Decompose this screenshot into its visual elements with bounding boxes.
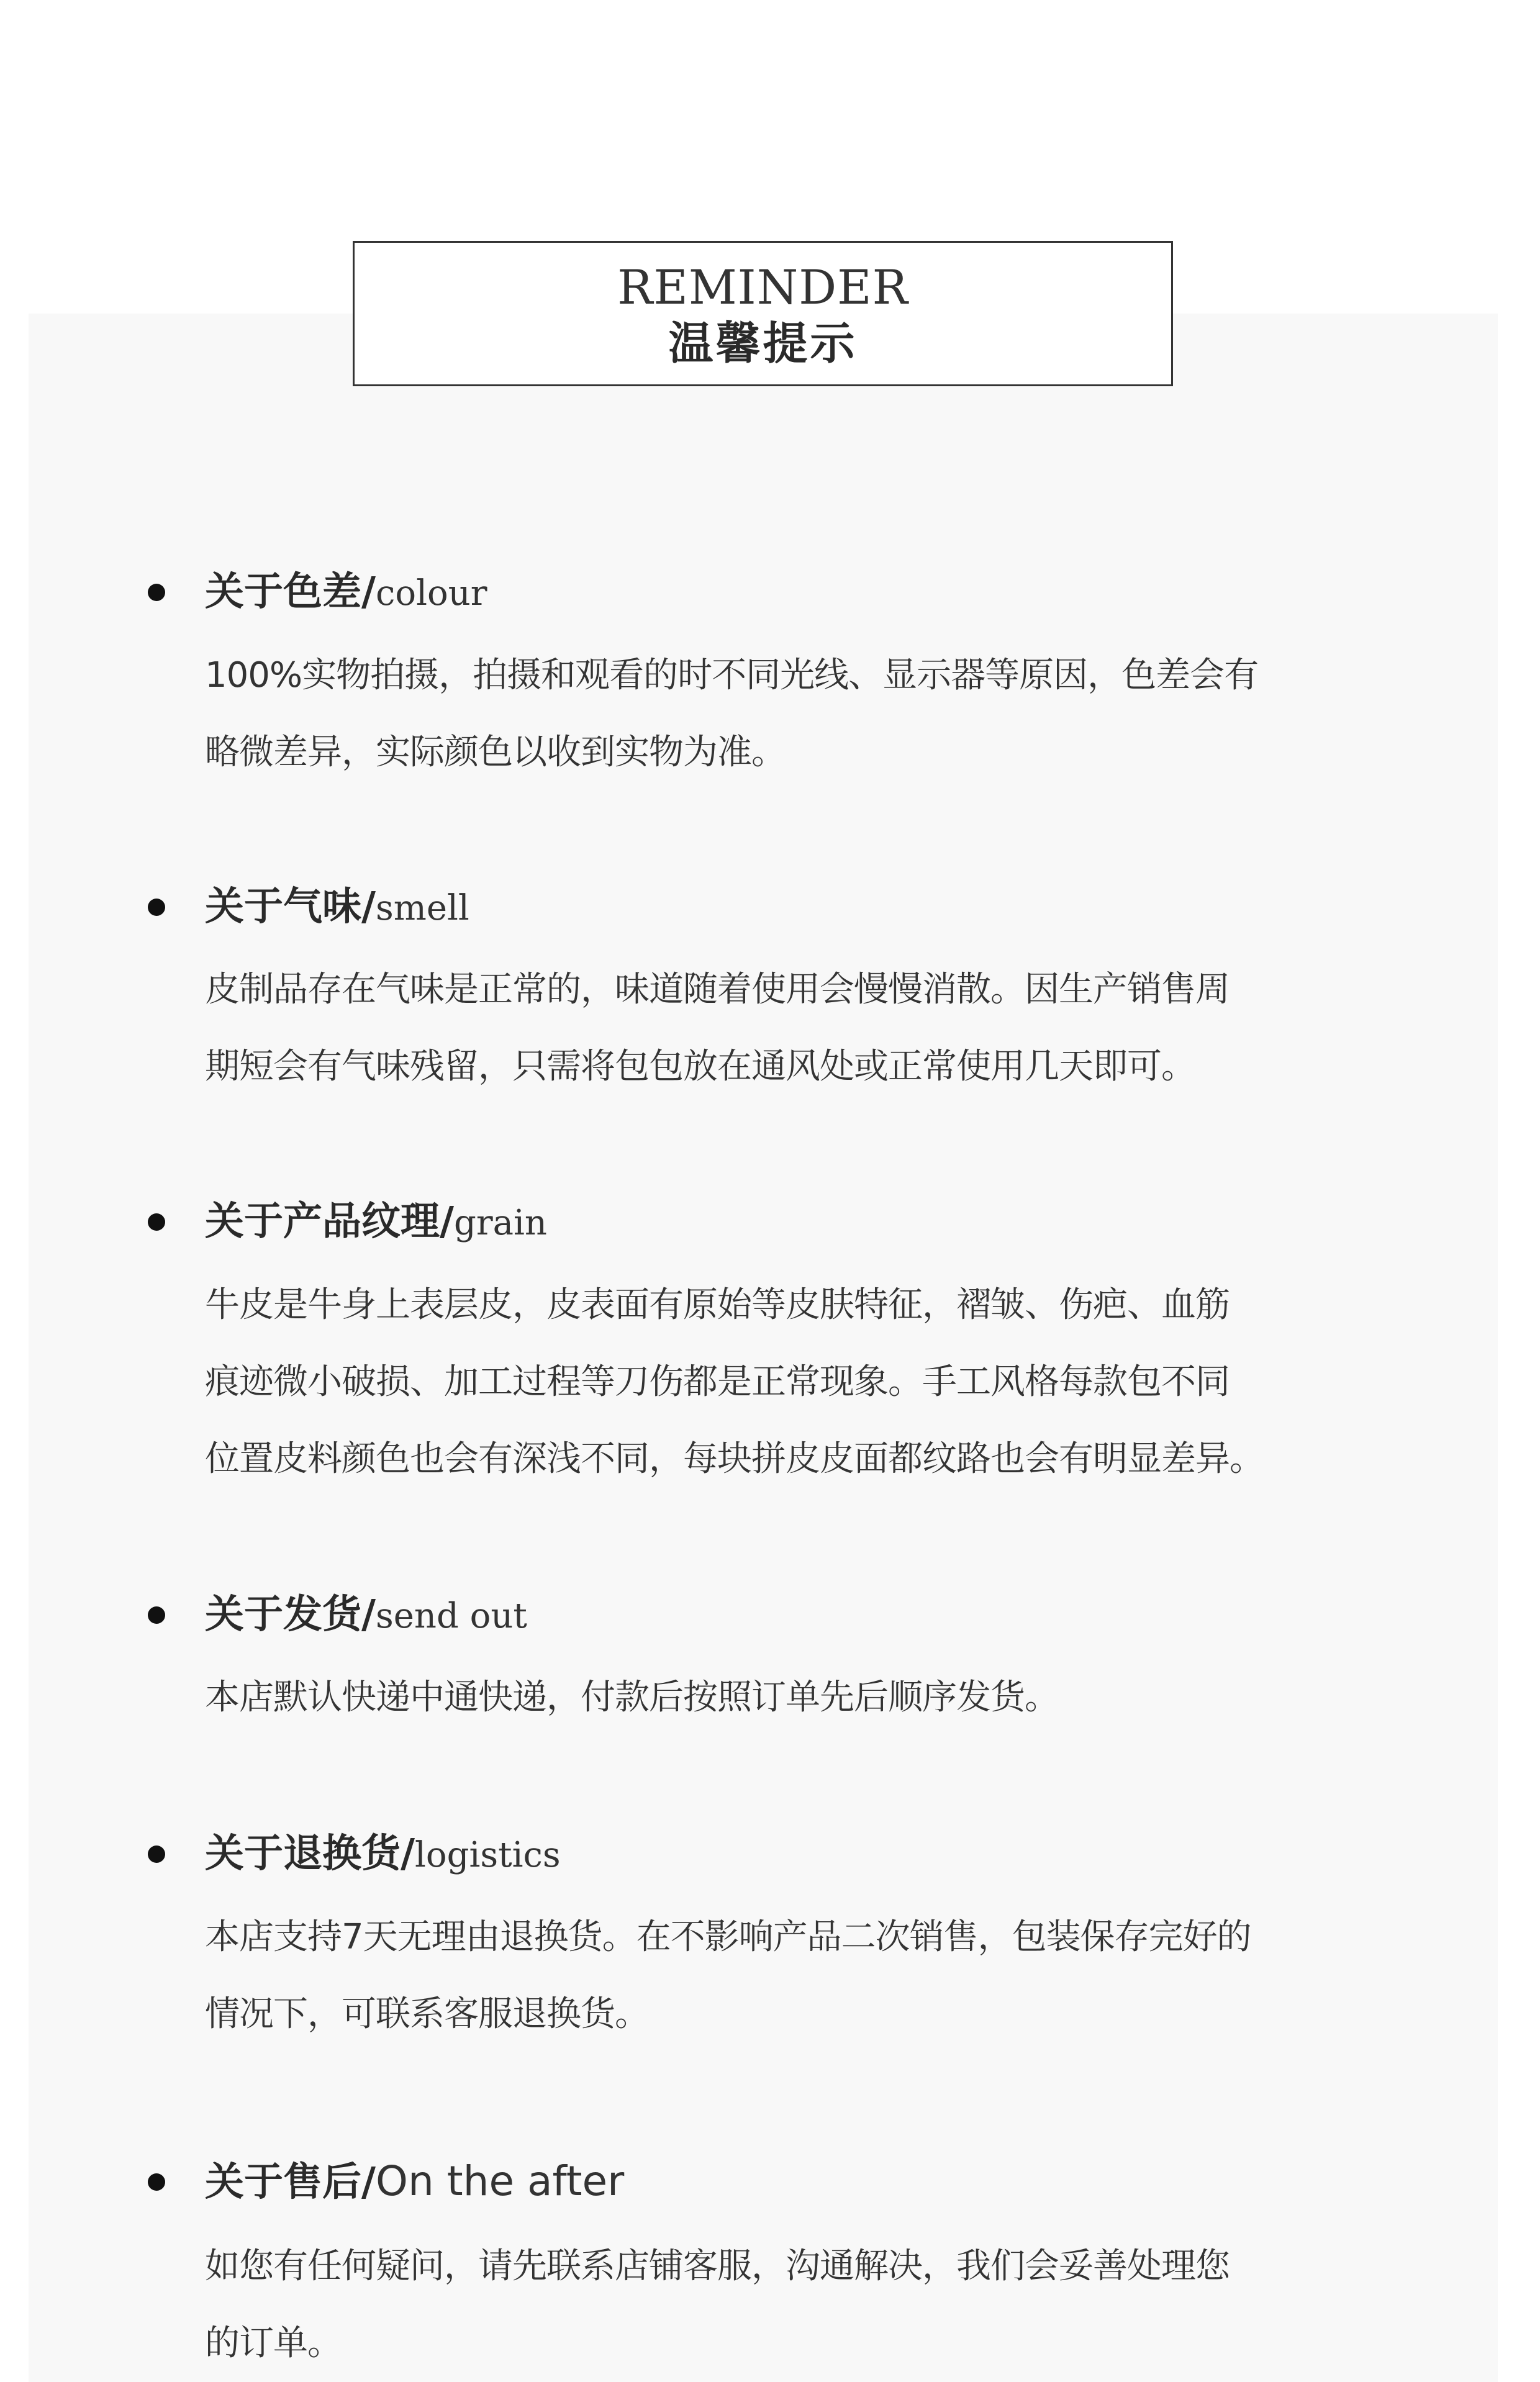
bullet-dot bbox=[148, 584, 165, 601]
bullet-dot bbox=[148, 899, 165, 916]
section-heading bbox=[205, 1197, 547, 1248]
body-line: 牛皮是牛身上表层皮，皮表面有原始等皮肤特征，褶皱、伤疤、血筋 bbox=[205, 1285, 1230, 1325]
body-line: 痕迹微小破损、加工过程等刀伤都是正常现象。手工风格每款包不同 bbox=[205, 1362, 1230, 1402]
heading-english: colour bbox=[376, 573, 487, 614]
body-line: 本店默认快递中通快递，付款后按照订单先后顺序发货。 bbox=[205, 1677, 1059, 1718]
bullet-dot bbox=[148, 1845, 165, 1863]
reminder-title-box bbox=[353, 241, 1173, 386]
body-line: 期短会有气味残留，只需将包包放在通风处或正常使用几天即可。 bbox=[205, 1046, 1195, 1087]
content-panel bbox=[29, 314, 1498, 2382]
heading-chinese: 关于气味/ bbox=[205, 884, 376, 929]
section-heading bbox=[205, 1590, 527, 1641]
heading-english: send out bbox=[376, 1596, 527, 1636]
body-line: 本店支持7天无理由退换货。在不影响产品二次销售，包装保存完好的 bbox=[205, 1917, 1251, 1957]
heading-chinese: 关于色差/ bbox=[205, 569, 376, 614]
body-line: 位置皮料颜色也会有深浅不同，每块拼皮皮面都纹路也会有明显差异。 bbox=[205, 1439, 1264, 1479]
section-heading bbox=[205, 2157, 624, 2207]
title-english: REMINDER bbox=[617, 260, 908, 315]
section-heading bbox=[205, 567, 487, 618]
section-heading bbox=[205, 882, 469, 933]
heading-chinese: 关于发货/ bbox=[205, 1592, 376, 1637]
title-chinese: 温馨提示 bbox=[668, 317, 858, 369]
bullet-dot bbox=[148, 1213, 165, 1231]
heading-chinese: 关于退换货/ bbox=[205, 1831, 415, 1876]
body-line: 100%实物拍摄，拍摄和观看的时不同光线、显示器等原因，色差会有 bbox=[205, 655, 1259, 695]
heading-english: grain bbox=[454, 1203, 547, 1243]
section-heading bbox=[205, 1829, 561, 1880]
heading-english: logistics bbox=[415, 1835, 561, 1875]
body-line: 如您有任何疑问，请先联系店铺客服，沟通解决，我们会妥善处理您 bbox=[205, 2246, 1230, 2286]
heading-english: On the after bbox=[376, 2157, 625, 2205]
bullet-dot bbox=[148, 1606, 165, 1624]
body-line: 的订单。 bbox=[205, 2323, 342, 2363]
bullet-dot bbox=[148, 2173, 165, 2191]
heading-chinese: 关于产品纹理/ bbox=[205, 1198, 455, 1244]
body-line: 皮制品存在气味是正常的，味道随着使用会慢慢消散。因生产销售周 bbox=[205, 969, 1230, 1010]
body-line: 略微差异，实际颜色以收到实物为准。 bbox=[205, 732, 786, 772]
heading-chinese: 关于售后/ bbox=[205, 2159, 376, 2204]
heading-english: smell bbox=[376, 888, 469, 928]
body-line: 情况下，可联系客服退换货。 bbox=[205, 1994, 649, 2034]
